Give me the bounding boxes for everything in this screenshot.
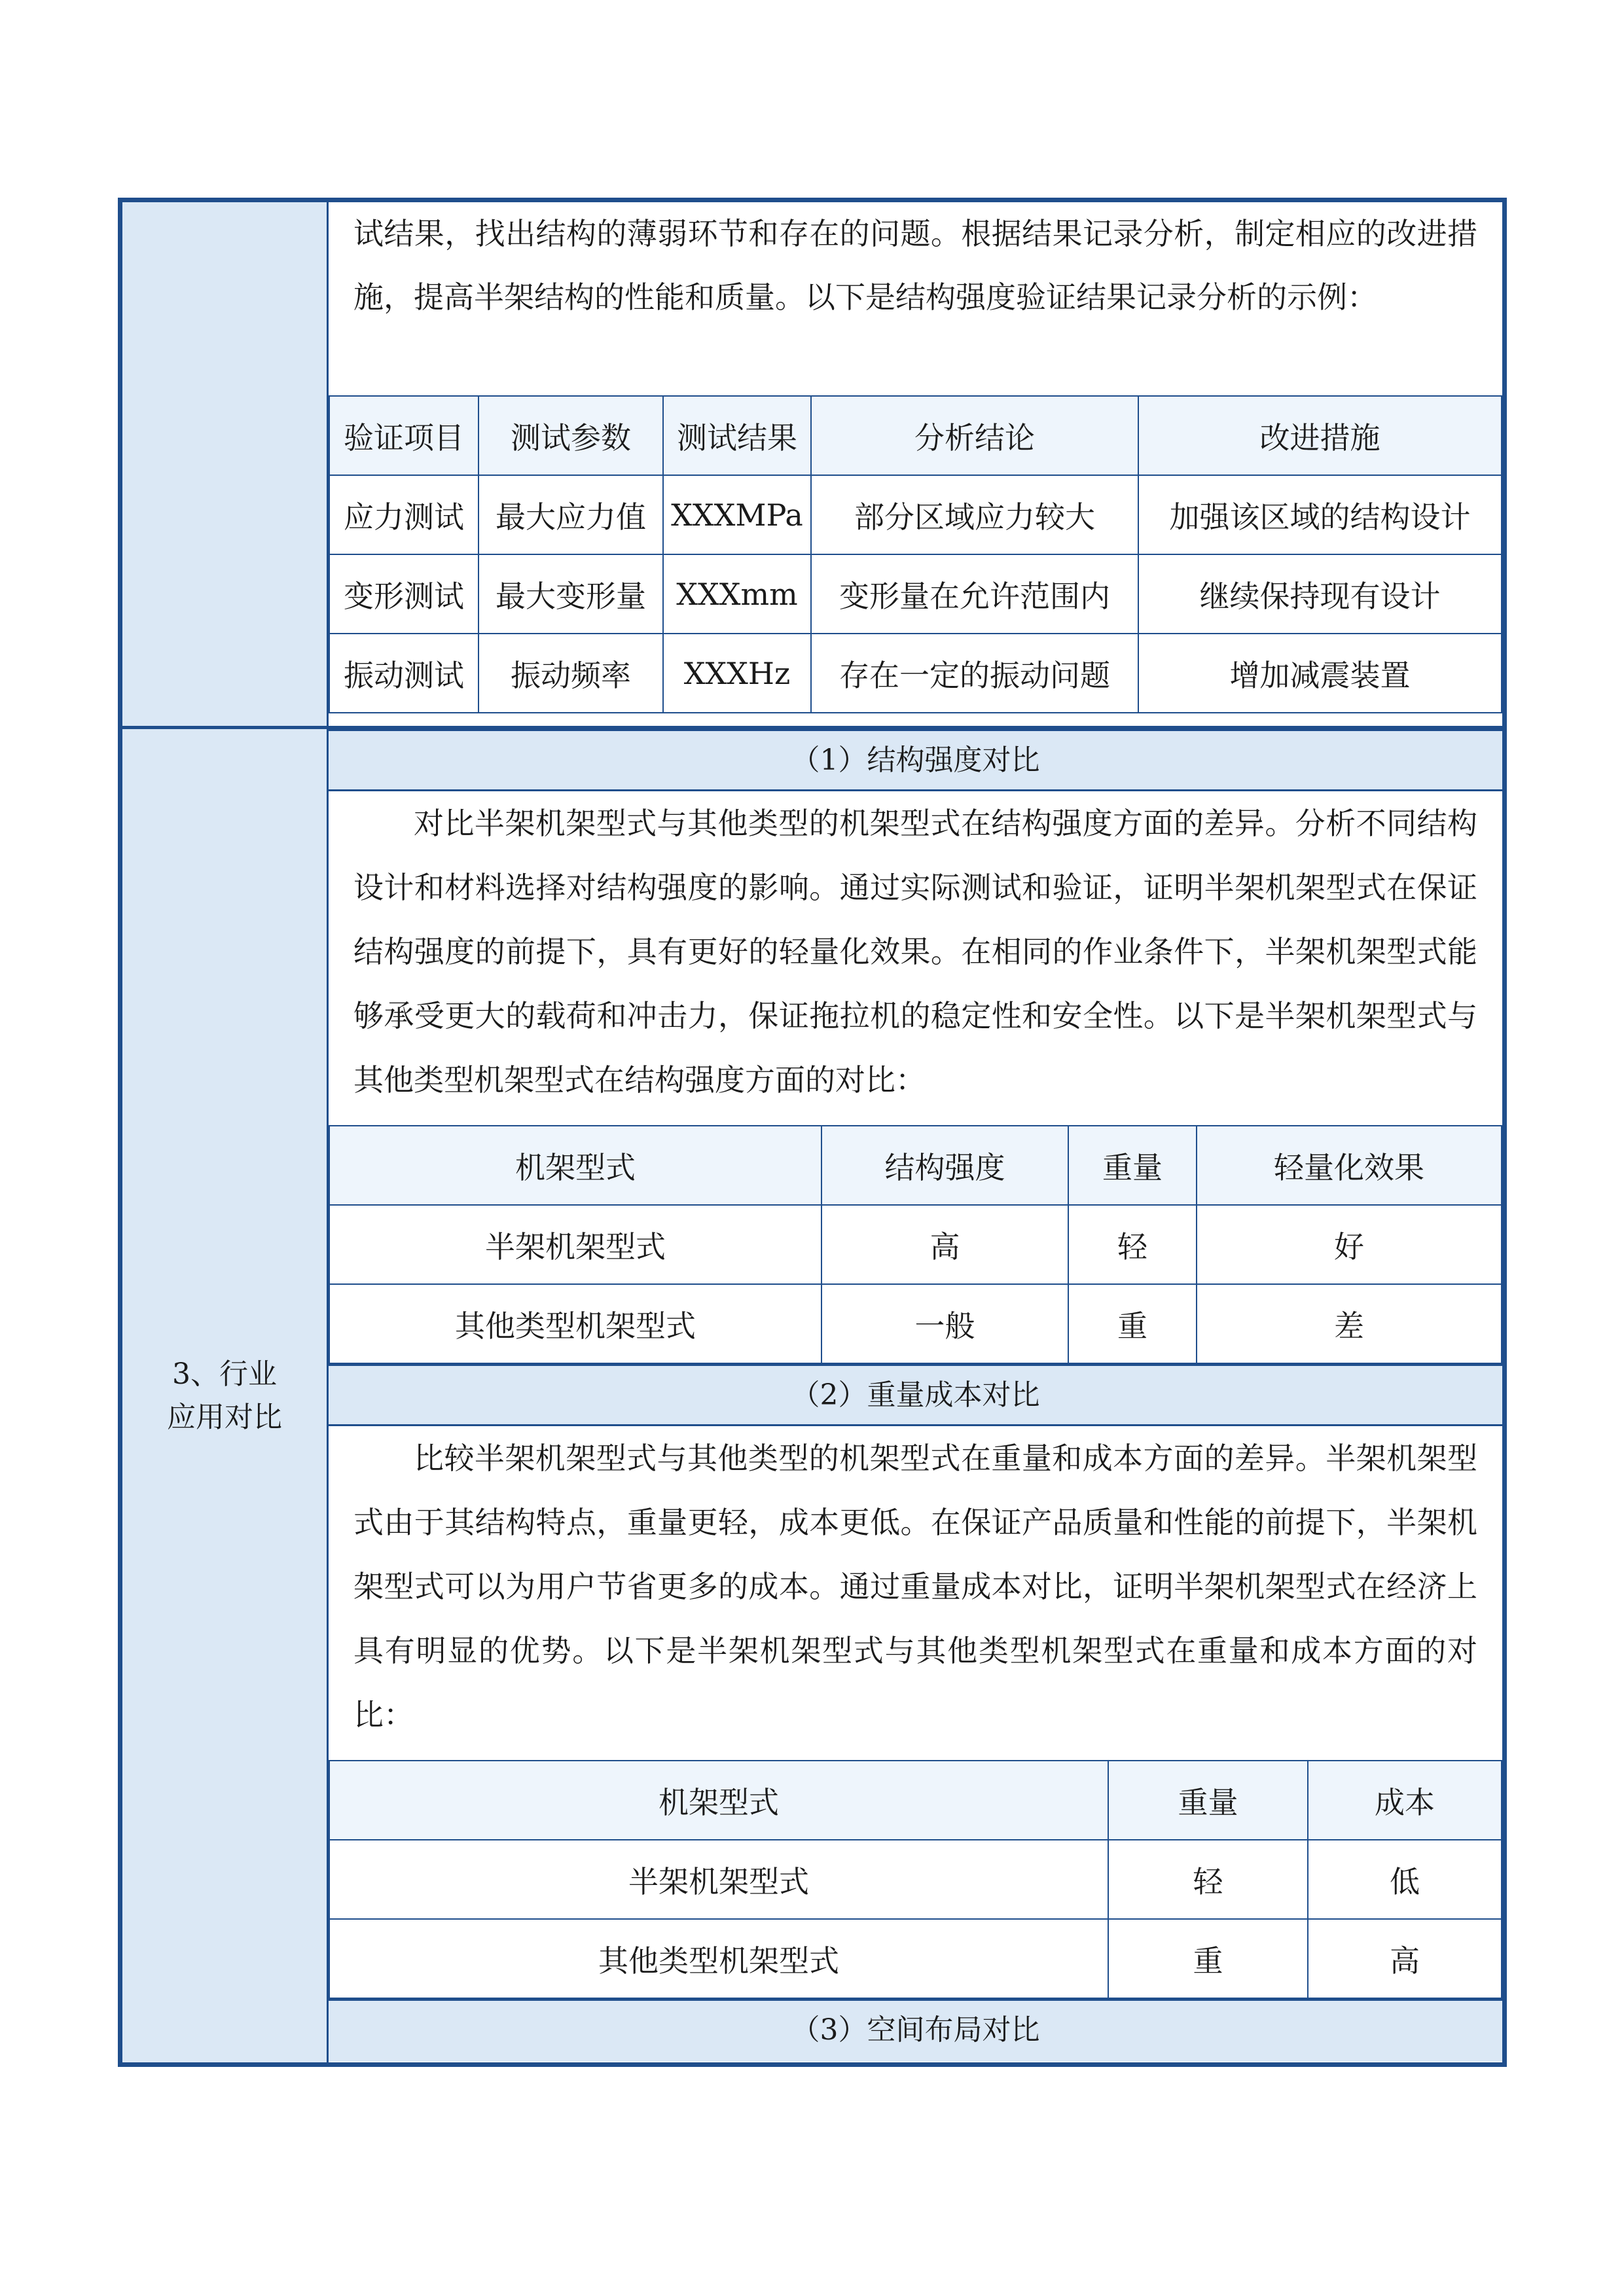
table-row (329, 1840, 1502, 1919)
table-cell: 振动测试 (329, 634, 478, 713)
header-cell: 结构强度 (821, 1126, 1068, 1205)
table-row (329, 1205, 1502, 1284)
table-header-row (329, 1126, 1502, 1205)
table-cell: 变形量在允许范围内 (811, 554, 1138, 634)
table-cell: XXXHz (663, 634, 811, 713)
table-cell: 振动频率 (478, 634, 663, 713)
comparison-block (329, 726, 1502, 2062)
header-cell: 重量 (1108, 1761, 1308, 1840)
table-row (329, 554, 1502, 634)
header-cell: 轻量化效果 (1197, 1126, 1502, 1205)
intro-paragraph: 试结果，找出结构的薄弱环节和存在的问题。根据结果记录分析，制定相应的改进措施，提高半架结构的性能和质量。以下是结构强度验证结果记录分析的示例： (353, 216, 1477, 315)
strength-table (329, 1125, 1502, 1364)
section2-paragraph: 比较半架机架型式与其他类型的机架型式在重量和成本方面的差异。半架机架型式由于其结构特点，重量更轻，成本更低。在保证产品质量和性能的前提下，半架机架型式可以为用户节省更多的成本。通过重量成本对比，证明半架机架型式在经济上具有明显的优势。以下是半架机架型式与其他类型机架型式在重量和成本方面的对比： (353, 1441, 1477, 1732)
table-row (329, 1919, 1502, 1998)
header-cell: 机架型式 (329, 1761, 1108, 1840)
header-cell: 成本 (1308, 1761, 1502, 1840)
table-cell: 变形测试 (329, 554, 478, 634)
table-cell: 高 (1308, 1919, 1502, 1998)
table-cell: 高 (821, 1205, 1068, 1284)
header-cell: 验证项目 (329, 396, 478, 475)
table-row (329, 634, 1502, 713)
table-row (329, 475, 1502, 554)
table-cell: XXXMPa (663, 475, 811, 554)
table-cell: 轻 (1108, 1840, 1308, 1919)
table-cell: 轻 (1068, 1205, 1197, 1284)
table-cell: 增加减震装置 (1138, 634, 1502, 713)
table-cell: 应力测试 (329, 475, 478, 554)
table-cell: 其他类型机架型式 (329, 1919, 1108, 1998)
section1-heading: （1）结构强度对比 (329, 729, 1502, 791)
table-cell: 其他类型机架型式 (329, 1284, 821, 1363)
section1-paragraph: 对比半架机架型式与其他类型的机架型式在结构强度方面的差异。分析不同结构设计和材料选择对结构强度的影响。通过实际测试和验证，证明半架机架型式在保证结构强度的前提下，具有更好的轻量化效果。在相同的作业条件下，半架机架型式能够承受更大的载荷和冲击力，保证拖拉机的稳定性和安全性。以下是半架机架型式与其他类型机架型式在结构强度方面的对比： (353, 806, 1477, 1098)
table-cell: 半架机架型式 (329, 1840, 1108, 1919)
header-cell: 分析结论 (811, 396, 1138, 475)
header-cell: 改进措施 (1138, 396, 1502, 475)
table-cell: 好 (1197, 1205, 1502, 1284)
table-cell: 存在一定的振动问题 (811, 634, 1138, 713)
table-cell: 最大应力值 (478, 475, 663, 554)
table-cell: 继续保持现有设计 (1138, 554, 1502, 634)
table-header-row (329, 396, 1502, 475)
table-cell: 重 (1108, 1919, 1308, 1998)
table-cell: 差 (1197, 1284, 1502, 1363)
table-cell: XXXmm (663, 554, 811, 634)
side-cell-top (122, 202, 329, 726)
table-cell: 半架机架型式 (329, 1205, 821, 1284)
header-cell: 测试结果 (663, 396, 811, 475)
table-cell: 一般 (821, 1284, 1068, 1363)
section-label: 3、行业应用对比 (167, 1357, 282, 1434)
verification-block (329, 202, 1502, 726)
table-row (329, 1284, 1502, 1363)
header-cell: 重量 (1068, 1126, 1197, 1205)
section2-heading: （2）重量成本对比 (329, 1364, 1502, 1426)
header-cell: 测试参数 (478, 396, 663, 475)
side-cell-section (122, 726, 329, 2062)
verification-table (329, 395, 1502, 713)
weight-cost-table (329, 1760, 1502, 1999)
table-header-row (329, 1761, 1502, 1840)
table-cell: 低 (1308, 1840, 1502, 1919)
table-cell: 重 (1068, 1284, 1197, 1363)
document-table-frame (118, 198, 1507, 2067)
table-cell: 部分区域应力较大 (811, 475, 1138, 554)
header-cell: 机架型式 (329, 1126, 821, 1205)
table-cell: 最大变形量 (478, 554, 663, 634)
table-cell: 加强该区域的结构设计 (1138, 475, 1502, 554)
section3-heading: （3）空间布局对比 (329, 1999, 1502, 2062)
